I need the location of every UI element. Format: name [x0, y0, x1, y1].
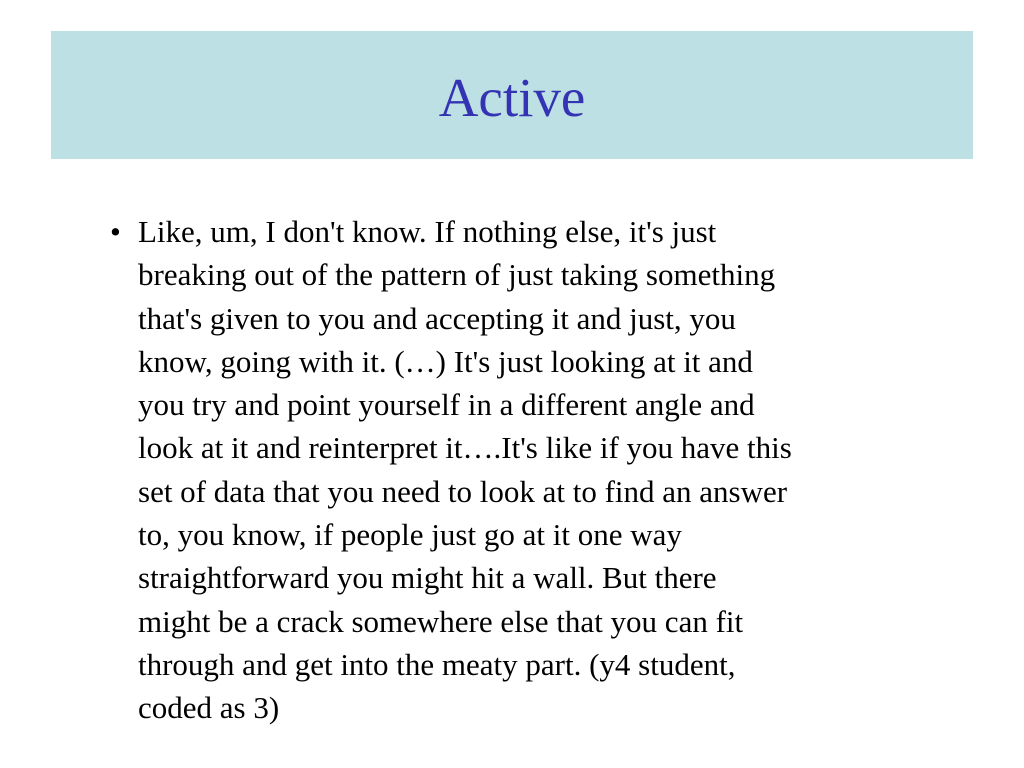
bullet-marker: •: [110, 214, 121, 249]
quote-text: Like, um, I don't know. If nothing else, it's just breaking out of the pattern of just taking something that's given to you and accepting it and just, you know, going with it. (…) It's just looking at it and you try and point yourself in a different angle and look at it and reinterpret it….It's like if you have this set of data that you need to look at to find an answer to, you know, if people just go at it one way straightforward you might hit a wall. But there might be a crack somewhere else that you can fit through and get into the meaty part. (y4 student, coded as 3): [138, 214, 792, 726]
slide-content: [110, 210, 990, 730]
bullet-item: [110, 210, 990, 730]
slide-title: Active: [438, 66, 586, 128]
title-band: [51, 31, 973, 159]
